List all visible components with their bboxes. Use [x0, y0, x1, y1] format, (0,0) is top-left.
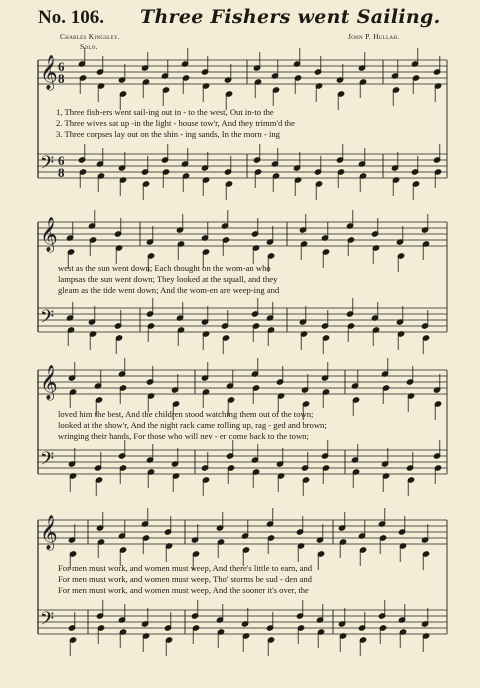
lyric-line: lampsas the sun went down; They looked at the squall, and they — [58, 274, 278, 284]
time-sig-bottom: 8 — [58, 71, 65, 86]
solo-marking: Solo. — [80, 42, 98, 51]
treble-clef-icon: 𝄞 — [40, 365, 58, 400]
staff-lines-bass-2 — [38, 308, 447, 332]
lyric-line: 1, Three fish-ers went sail-ing out in - to the west, Out in-to the — [56, 107, 274, 117]
lyric-line: 3. Three corpses lay out on the shin - ing sands, In the morn - ing — [56, 129, 280, 139]
lyric-line: looked at the show'r, And the night rack came rolling up, rag - ged and brown; — [58, 420, 327, 430]
lyric-line: For men must work, and women must weep, And the sooner it's over, the — [58, 585, 309, 595]
lyric-line: loved him the best, And the children stood watching them out of the town; — [58, 409, 314, 419]
bass-clef-icon: 𝄢 — [40, 609, 55, 634]
composer-credit: John P. Hullah. — [348, 32, 400, 41]
lyric-line: 2. Three wives sat up -in the light - house tow'r, And they trimm'd the — [56, 118, 295, 128]
time-sig-top: 6 — [58, 153, 65, 168]
treble-clef-icon: 𝄞 — [40, 55, 58, 90]
bar-lines — [88, 60, 383, 634]
lyric-line: For men must work, and women must weep, And there's little to earn, and — [58, 563, 313, 573]
lyric-line: For men must work, and women must weep, Tho' storms be sud - den and — [58, 574, 312, 584]
treble-clef-icon: 𝄞 — [40, 515, 58, 550]
staff-lines-treble-2 — [38, 222, 447, 246]
time-sig-bottom: 8 — [58, 165, 65, 180]
system-brackets — [38, 60, 447, 634]
bass-clef-icon: 𝄢 — [40, 449, 55, 474]
author-credit: Charles Kingsley. — [60, 32, 121, 41]
lyric-line: wringing their hands, For those who will nev - er come back to the town; — [58, 431, 309, 441]
hymn-number: No. 106. — [38, 7, 104, 28]
lyric-line: west as the sun went down; Each thought on the wom-an who — [58, 263, 271, 273]
lyric-line: gleam as the tide went down; And the wom-en are weep-ing and — [58, 285, 280, 295]
hymn-title: Three Fishers went Sailing. — [140, 6, 441, 28]
bass-clef-icon: 𝄢 — [40, 307, 55, 332]
bass-clef-icon: 𝄢 — [40, 153, 55, 178]
time-sig-top: 6 — [58, 59, 65, 74]
treble-clef-icon: 𝄞 — [40, 217, 58, 252]
